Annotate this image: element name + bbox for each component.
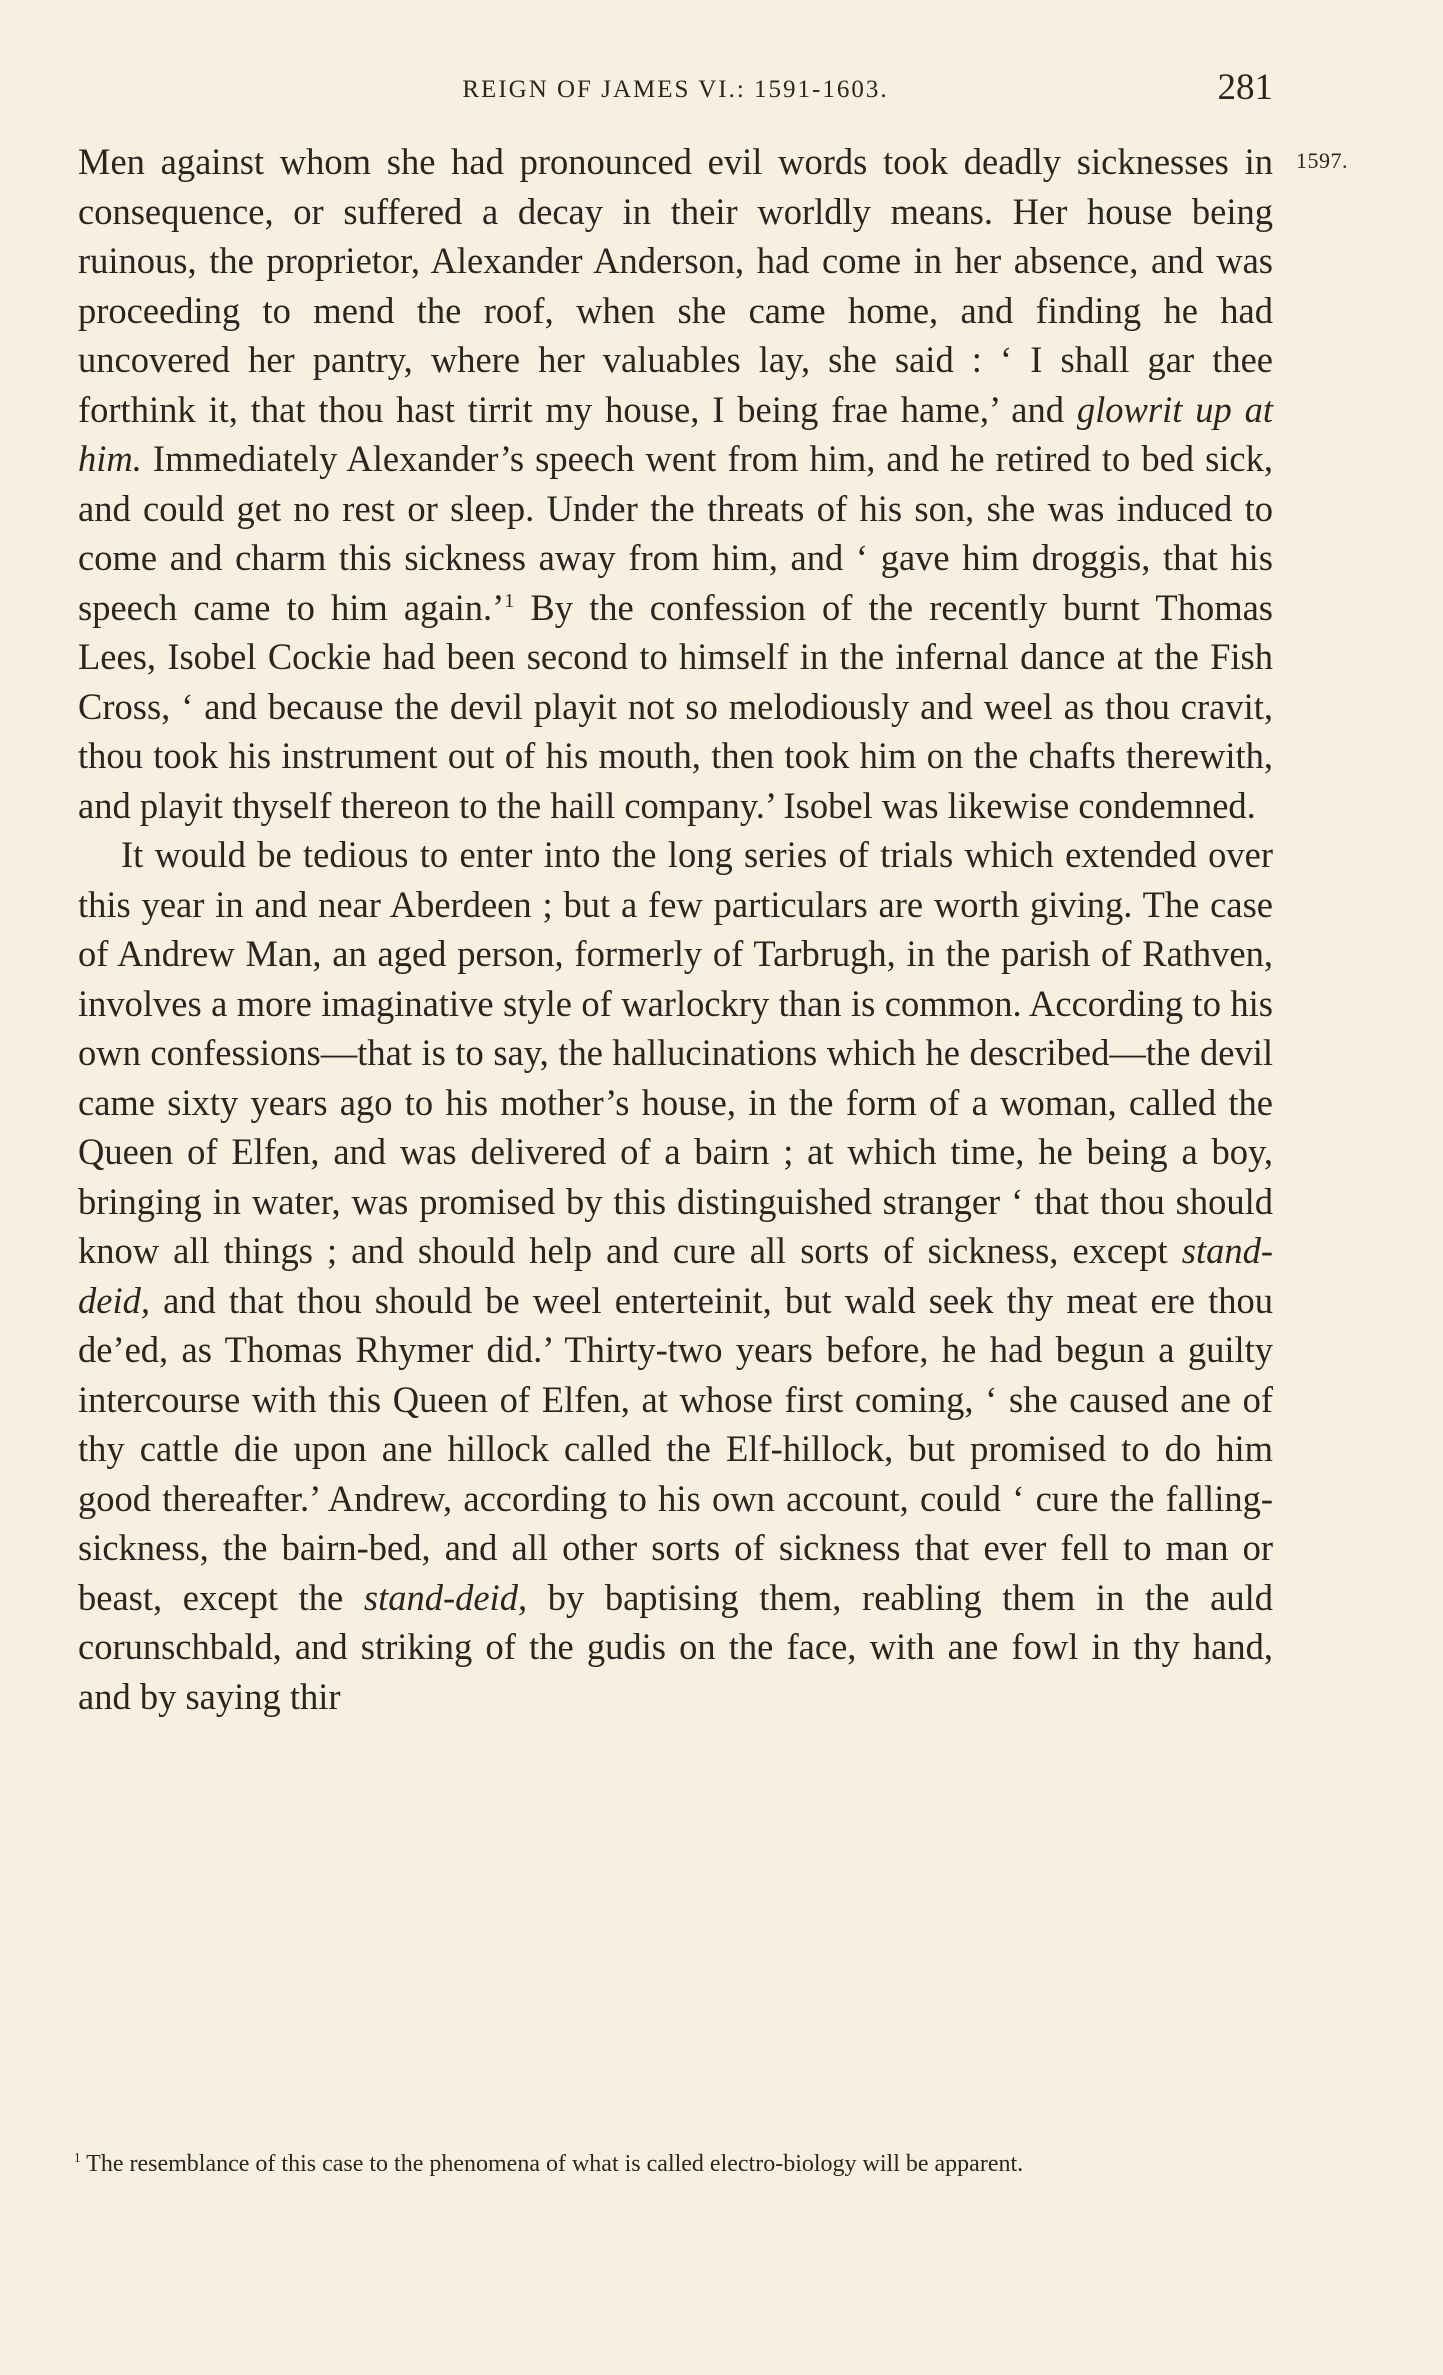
paragraph-2 — [78, 830, 1273, 1721]
footnote-marker: 1 — [74, 2150, 81, 2165]
text-run: by baptising them, reabling them in the auld corunschbald, and striking of the gudis on the face, with ane fowl in thy hand, and by saying thir — [78, 1576, 1273, 1717]
page-number: 281 — [1217, 67, 1273, 108]
footnote — [74, 2145, 1274, 2183]
text-run: It would be tedious to enter into the long series of trials which extended over this year in and near Aberdeen ; but a few particulars are worth giving. The case of Andrew Man, an aged person, formerly of Tarbrugh, in the parish of Rathven, involves a more imaginative style of warlockry than is common. According to his own confessions—that is to say, the hallucinations which he described—the devil came sixty years ago to his mother’s house, in the form of a woman, called the Queen of Elfen, and was delivered of a bairn ; at which time, he being a boy, bringing in water, was promised by this distinguished stranger ‘ that thou should know all things ; and should help and cure all sorts of sickness, except — [78, 834, 1273, 1271]
text-run: Immediately Alexander’s speech went from him, and he retired to bed sick, and could get no rest or sleep. Under the threats of his son, she was induced to come and charm this sickness away from him, and ‘ gave him droggis, that his speech came to him again.’ — [78, 438, 1273, 628]
text-run: Men against whom she had pronounced evil words took deadly sicknesses in consequence, or suffered a decay in their worldly means. Her house being ruinous, the proprietor, Alexander Anderson, had come in her absence, and was proceeding to mend the roof, when she came home, and finding he had uncovered her pantry, where her valuables lay, she said : ‘ I shall gar thee forthink it, that thou hast tirrit my house, I being frae hame,’ and — [78, 141, 1273, 430]
body-text — [78, 137, 1273, 1721]
italic-phrase: stand-deid, — [78, 1230, 1273, 1321]
italic-phrase: glowrit up at him. — [78, 388, 1273, 479]
text-run: and that thou should be weel enterteinit, but wald seek thy meat ere thou de’ed, as Thomas Rhymer did.’ Thirty-two years before, he had begun a guilty intercourse with this Queen of Elfen, at whose first coming, ‘ she caused ane of thy cattle die upon ane hillock called the Elf-hillock, but promised to do him good thereafter.’ Andrew, according to his own account, could ‘ cure the falling-sickness, the bairn-bed, and all other sorts of sickness that ever fell to man or beast, except the — [78, 1279, 1273, 1618]
paragraph-1 — [78, 137, 1273, 830]
footnote-text: The resemblance of this case to the phenomena of what is called electro-biology will be apparent. — [80, 2151, 1024, 2177]
text-run: By the confession of the recently burnt Thomas Lees, Isobel Cockie had been second to himself in the infernal dance at the Fish Cross, ‘ and because the devil playit not so melodiously and weel as thou cravit, thou took his instrument out of his mouth, then took him on the chafts therewith, and playit thyself thereon to the haill company.’ Isobel was likewise condemned. — [78, 586, 1273, 826]
footnote-reference: 1 — [504, 589, 515, 612]
running-title: REIGN OF JAMES VI.: 1591-1603. — [462, 76, 889, 103]
italic-phrase: stand-deid, — [363, 1576, 528, 1618]
margin-date-note: 1597. — [1296, 148, 1348, 173]
running-head — [78, 62, 1273, 112]
